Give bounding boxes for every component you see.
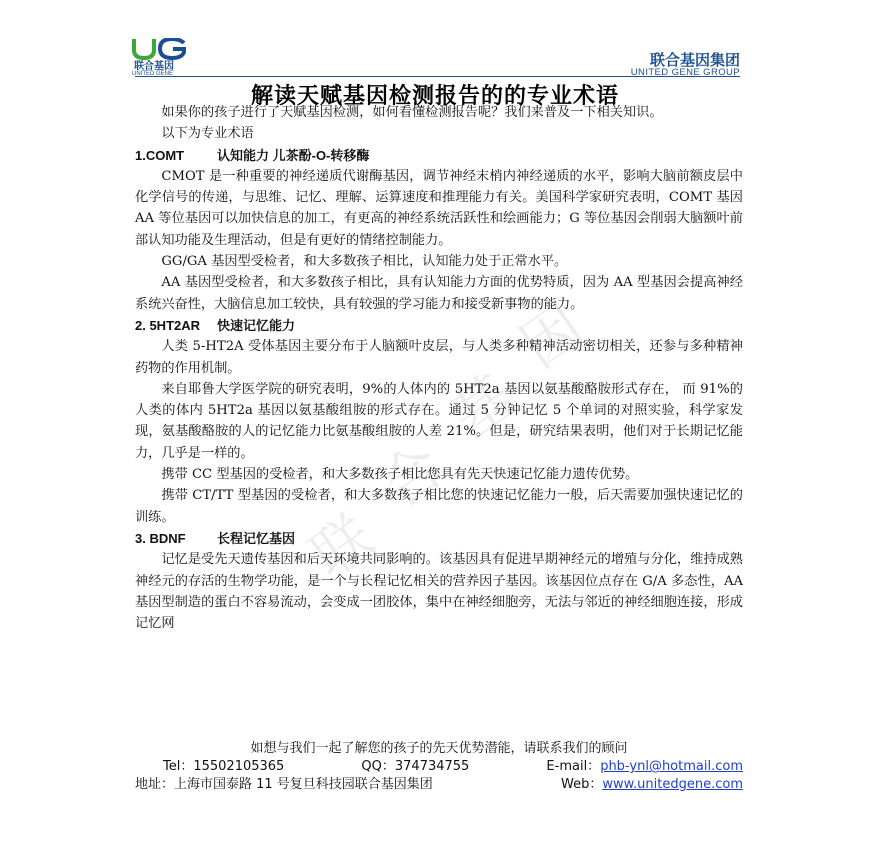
section-title: 快速记忆能力 — [217, 317, 296, 333]
intro-paragraph: 如果你的孩子进行了天赋基因检测，如何看懂检测报告呢？我们来普及一下相关知识。 — [161, 105, 663, 120]
telephone: Tel：15502105365 — [163, 759, 285, 774]
section-number: 3. BDNF — [135, 530, 186, 546]
document-title: 解读天赋基因检测报告的的专业术语 — [250, 83, 619, 109]
paragraph: 人类 5-HT2A 受体基因主要分布于人脑额叶皮层，与人类多种精神活动密切相关，还参与多种精神药物的作用机制。 — [135, 339, 743, 376]
logo-chinese-name: 联合基因 — [134, 61, 174, 72]
group-logo-english: UNITED GENE GROUP — [630, 67, 740, 78]
section-heading-bdnf — [135, 528, 743, 549]
paragraph: CMOT 是一种重要的神经递质代谢酶基因，调节神经末梢内神经递质的水平，影响大脑前额皮层中化学信号的传递，与思维、记忆、理解、运算速度和推理能力有关。美国科学家研究表明，COMT 基因 AA 等位基因可以加快信息的加工，有更高的神经系统活跃性和绘画能力；G 等位基因会削弱大脑额叶前部认知功能及生理活动，但是有更好的情绪控制能力。 — [135, 168, 743, 248]
footer-invitation: 如想与我们一起了解您的孩子的先天优势潜能，请联系我们的顾问 — [250, 741, 628, 756]
watermark-char: 联 — [298, 501, 386, 591]
paragraph: GG/GA 基因型受检者，和大多数孩子相比，认知能力处于正常水平。 — [161, 254, 568, 270]
section-heading-5ht2ar — [135, 315, 743, 336]
qq-number: QQ：374734755 — [361, 759, 470, 774]
watermark-char: 因 — [508, 291, 596, 381]
section-title: 长程记忆基因 — [217, 530, 296, 546]
paragraph: 携带 CT/TT 型基因的受检者，和大多数孩子相比您的快速记忆能力一般，后天需要加强快速记忆的训练。 — [135, 488, 743, 525]
email-group — [546, 758, 743, 776]
group-logo — [631, 52, 740, 78]
section-heading-comt — [135, 145, 743, 166]
contact-footer — [135, 740, 743, 794]
paragraph: 来自耶鲁大学医学院的研究表明，9%的人体内的 5HT2a 基因以氨基酸酪胺形式存在， 而 91%的人类的体内 5HT2a 基因以氨基酸组胺的形式存在。通过 5 分钟记忆 5 个单词的对照实验，科学家发现，氨基酸酪胺的人的记忆能力比氨基酸组胺的人差 21%。但是，研究结果表明，他们对于长期记忆能力，几乎是一样的。 — [135, 381, 743, 461]
web-group — [561, 776, 743, 794]
section-number: 2. 5HT2AR — [135, 317, 201, 333]
paragraph: AA 基因型受检者，和大多数孩子相比，具有认知能力方面的优势特质，因为 AA 型基因会提高神经系统兴奋性，大脑信息加工较快，具有较强的学习能力和接受新事物的能力。 — [135, 275, 743, 312]
email-label: E-mail： — [546, 759, 601, 774]
footer-contact-row — [135, 758, 743, 776]
watermark-char: 基 — [438, 361, 526, 451]
intro-subtitle: 以下为专业术语 — [161, 126, 254, 142]
watermark-char: 合 — [368, 431, 456, 521]
section-title: 认知能力 儿茶酚-O-转移酶 — [217, 147, 370, 163]
group-logo-chinese: 联合基因集团 — [649, 51, 740, 69]
header-divider — [135, 76, 740, 77]
footer-address-row — [135, 776, 743, 794]
web-label: Web： — [560, 777, 603, 792]
paragraph: 记忆是受先天遗传基因和后天环境共同影响的。该基因具有促进早期神经元的增殖与分化，维持成熟神经元的存活的生物学功能，是一个与长程记忆相关的营养因子基因。该基因位点存在 G/A 多态性，AA 基因型制造的蛋白不容易流动，会变成一团胶体，集中在神经细胞旁，无法与邻近的神经细胞连接，形成记忆网 — [135, 552, 743, 632]
website-link[interactable]: www.unitedgene.com — [602, 777, 743, 792]
company-logo — [132, 38, 194, 80]
paragraph: 携带 CC 型基因的受检者，和大多数孩子相比您具有先天快速记忆能力遗传优势。 — [161, 467, 639, 483]
address: 地址：上海市国泰路 11 号复旦科技园联合基因集团 — [135, 777, 433, 792]
email-link[interactable]: phb-ynl@hotmail.com — [600, 759, 743, 774]
document-body — [135, 102, 743, 634]
logo-english-name: UNITED GENE — [132, 71, 174, 77]
section-number: 1.COMT — [135, 147, 185, 163]
